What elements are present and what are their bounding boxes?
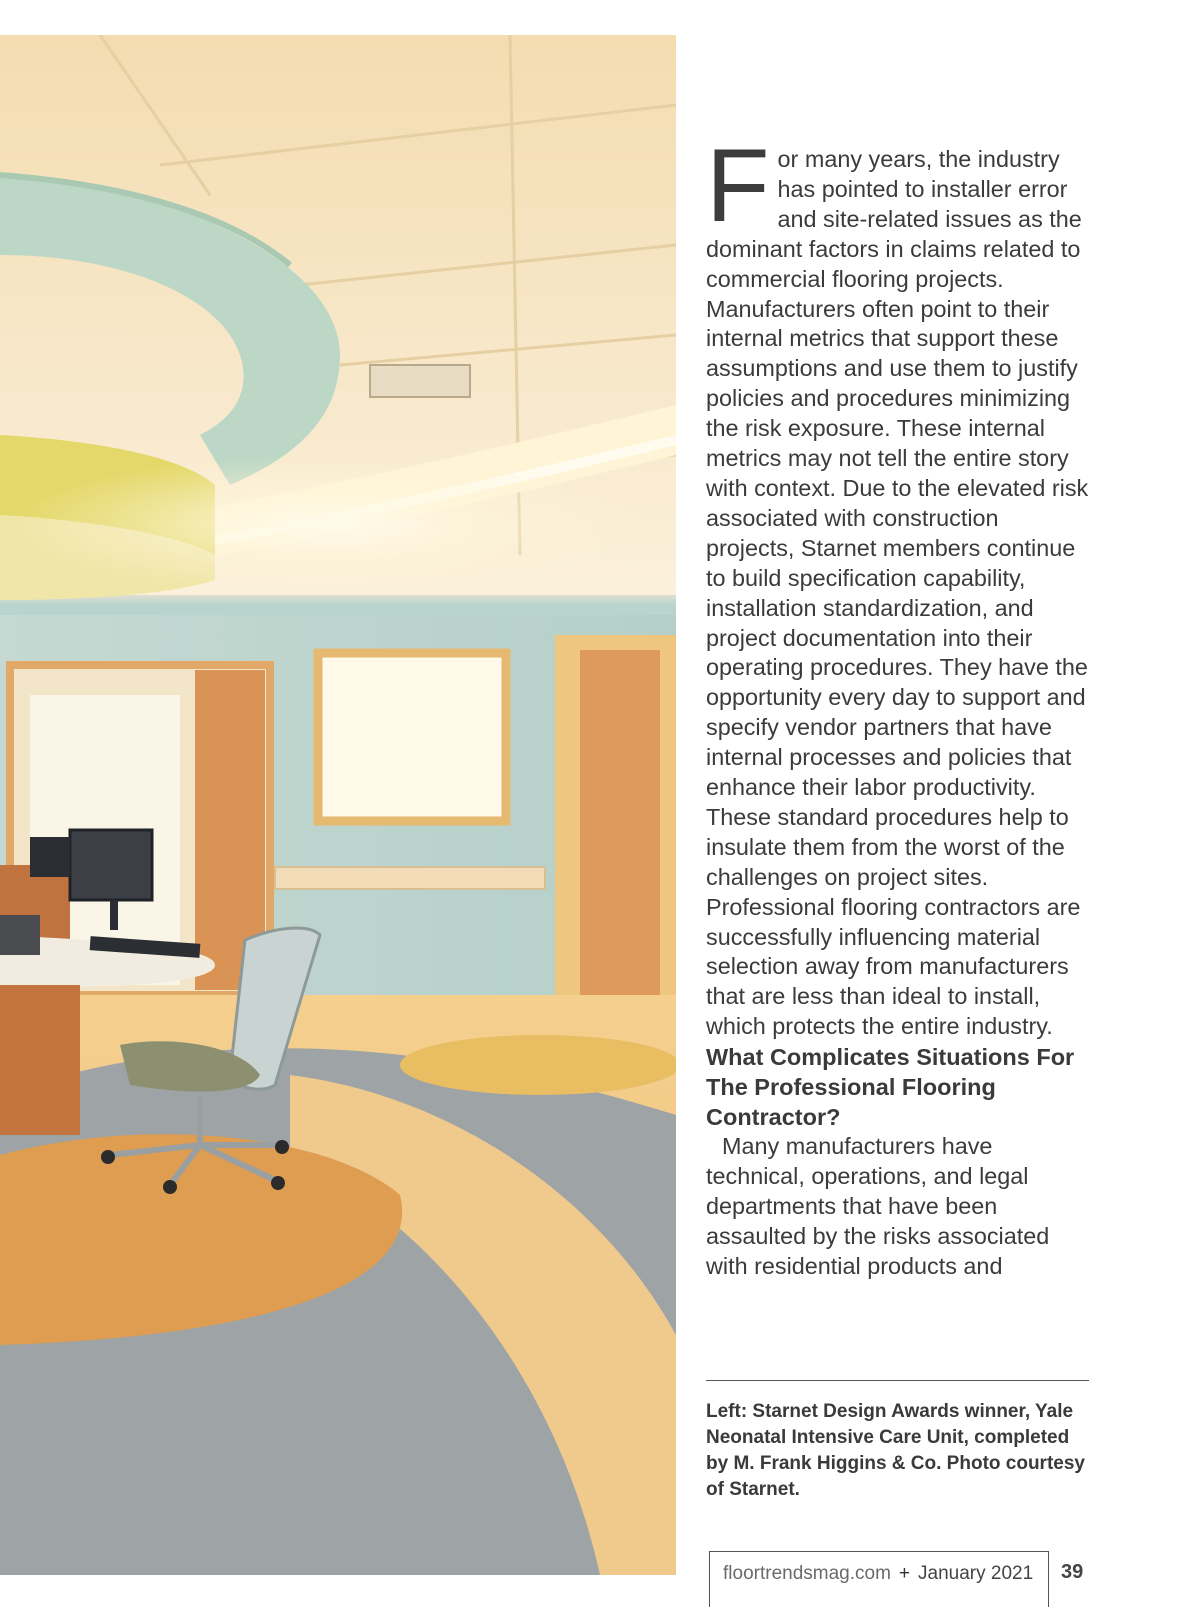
article-body	[706, 128, 1091, 1282]
footer-date: January 2021	[918, 1563, 1034, 1584]
footer-credit	[723, 1563, 1033, 1585]
intro-paragraph	[706, 128, 1091, 1042]
nicu-photo-illustration	[0, 35, 676, 1575]
page-number: 39	[1061, 1561, 1084, 1583]
footer-site: floortrendsmag.com	[723, 1563, 891, 1584]
section-heading: What Complicates Situations For The Professional Flooring Contractor?	[706, 1044, 1075, 1131]
continued-paragraph: Many manufacturers have technical, operations, and legal departments that have been assaulted by the risks associated with residential products and	[706, 1133, 1050, 1279]
drop-cap: F	[706, 128, 770, 244]
intro-text: or many years, the industry has pointed to installer error and site-related issues as the dominant factors in claims related to commercial flooring projects. Manufacturers often point to their internal metrics that support these assumptions and use them to justify policies and procedures minimizing the risk exposure. These internal metrics may not tell the entire story with context. Due to the elevated risk associated with construction projects, Starnet members continue to build specification capability, installation standardization, and project documentation into their operating procedures. They have the opportunity every day to support and specify vendor partners that have internal processes and policies that enhance their labor productivity. These standard procedures help to insulate them from the worst of the challenges on project sites. Professional flooring contractors are successfully influencing material selection away from manufacturers that are less than ideal to install, which protects the entire industry.	[706, 146, 1089, 1040]
footer-separator: +	[898, 1563, 911, 1584]
photo-caption: Left: Starnet Design Awards winner, Yale Neonatal Intensive Care Unit, completed by M. Frank Higgins & Co. Photo courtesy of Starnet.	[706, 1401, 1085, 1500]
article-photo	[0, 35, 676, 1575]
caption-divider	[706, 1380, 1089, 1381]
